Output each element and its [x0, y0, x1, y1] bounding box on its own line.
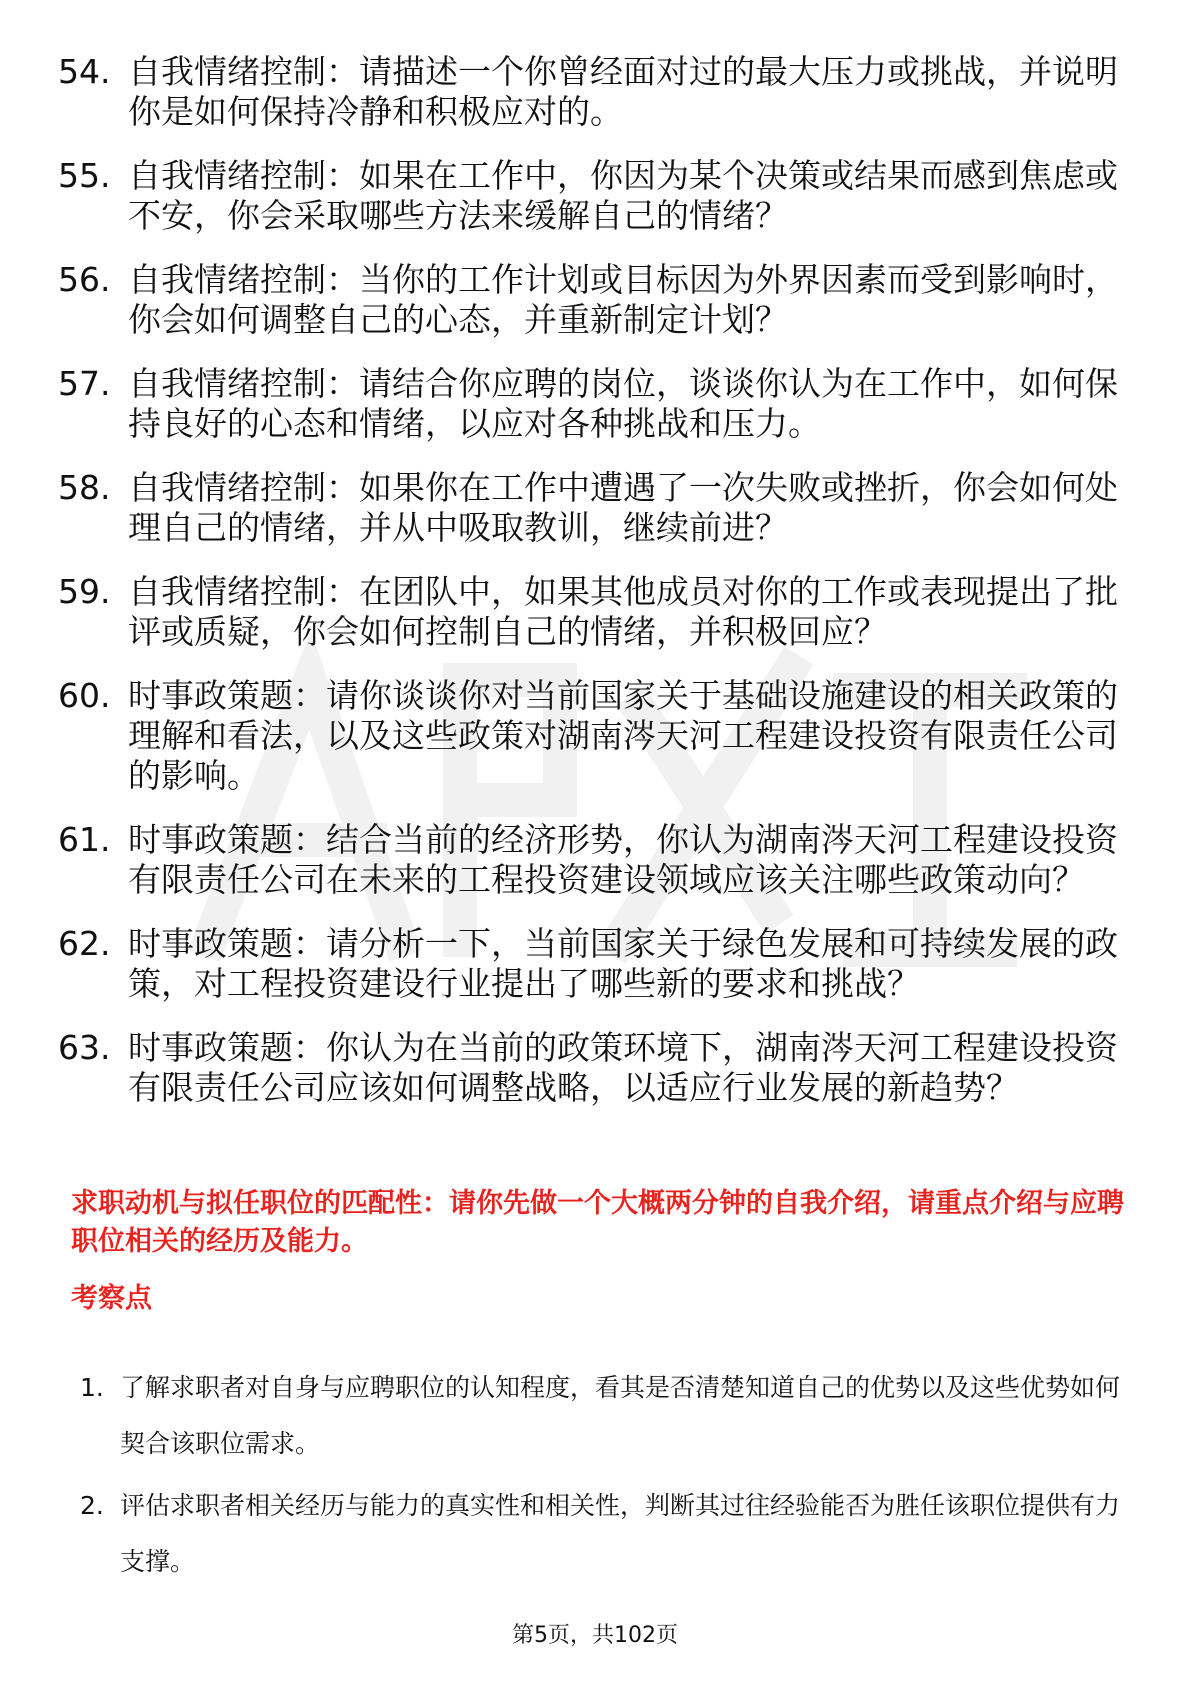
assessment-points-label: 考察点	[71, 1283, 152, 1314]
section-heading: 求职动机与拟任职位的匹配性：请你先做一个大概两分钟的自我介绍，请重点介绍与应聘职位相关的经历及能力。	[71, 1188, 1124, 1257]
question-item	[58, 468, 1133, 548]
question-item	[58, 1028, 1133, 1108]
question-text: 自我情绪控制：在团队中，如果其他成员对你的工作或表现提出了批评或质疑，你会如何控制自己的情绪，并积极回应？	[128, 572, 1118, 651]
question-number: 55.	[58, 156, 111, 195]
question-text: 时事政策题：请分析一下，当前国家关于绿色发展和可持续发展的政策，对工程投资建设行业提出了哪些新的要求和挑战？	[128, 924, 1118, 1003]
assessment-points-list	[80, 1360, 1130, 1596]
question-text: 自我情绪控制：当你的工作计划或目标因为外界因素而受到影响时，你会如何调整自己的心态，并重新制定计划？	[128, 260, 1118, 339]
question-text: 自我情绪控制：如果在工作中，你因为某个决策或结果而感到焦虑或不安，你会采取哪些方法来缓解自己的情绪？	[128, 156, 1118, 235]
question-number: 58.	[58, 468, 111, 507]
question-number: 59.	[58, 572, 111, 611]
question-item	[58, 924, 1133, 1004]
question-number: 57.	[58, 364, 111, 403]
question-item	[58, 572, 1133, 652]
question-text: 自我情绪控制：如果你在工作中遭遇了一次失败或挫折，你会如何处理自己的情绪，并从中吸取教训，继续前进？	[128, 468, 1118, 547]
assessment-point	[80, 1478, 1130, 1590]
question-number: 62.	[58, 924, 111, 963]
question-number: 61.	[58, 820, 111, 859]
assessment-point-text: 了解求职者对自身与应聘职位的认知程度，看其是否清楚知道自己的优势以及这些优势如何契合该职位需求。	[120, 1373, 1121, 1458]
question-item	[58, 156, 1133, 236]
question-text: 时事政策题：请你谈谈你对当前国家关于基础设施建设的相关政策的理解和看法，以及这些政策对湖南涔天河工程建设投资有限责任公司的影响。	[128, 676, 1118, 795]
question-number: 56.	[58, 260, 111, 299]
question-item	[58, 364, 1133, 444]
question-item	[58, 676, 1133, 796]
question-number: 60.	[58, 676, 111, 715]
assessment-point-number: 2.	[80, 1491, 104, 1520]
assessment-point-number: 1.	[80, 1373, 104, 1402]
question-number: 54.	[58, 52, 111, 91]
question-item	[58, 52, 1133, 132]
question-text: 时事政策题：结合当前的经济形势，你认为湖南涔天河工程建设投资有限责任公司在未来的工程投资建设领域应该关注哪些政策动向？	[128, 820, 1118, 899]
assessment-point-text: 评估求职者相关经历与能力的真实性和相关性，判断其过往经验能否为胜任该职位提供有力支撑。	[120, 1491, 1121, 1576]
question-item	[58, 820, 1133, 900]
question-list	[58, 52, 1133, 1132]
question-number: 63.	[58, 1028, 111, 1067]
question-text: 自我情绪控制：请结合你应聘的岗位，谈谈你认为在工作中，如何保持良好的心态和情绪，以应对各种挑战和压力。	[128, 364, 1118, 443]
assessment-point	[80, 1360, 1130, 1472]
question-text: 自我情绪控制：请描述一个你曾经面对过的最大压力或挑战，并说明你是如何保持冷静和积极应对的。	[128, 52, 1118, 131]
question-item	[58, 260, 1133, 340]
page-footer: 第5页，共102页	[512, 1623, 678, 1648]
question-text: 时事政策题：你认为在当前的政策环境下，湖南涔天河工程建设投资有限责任公司应该如何调整战略，以适应行业发展的新趋势？	[128, 1028, 1118, 1107]
